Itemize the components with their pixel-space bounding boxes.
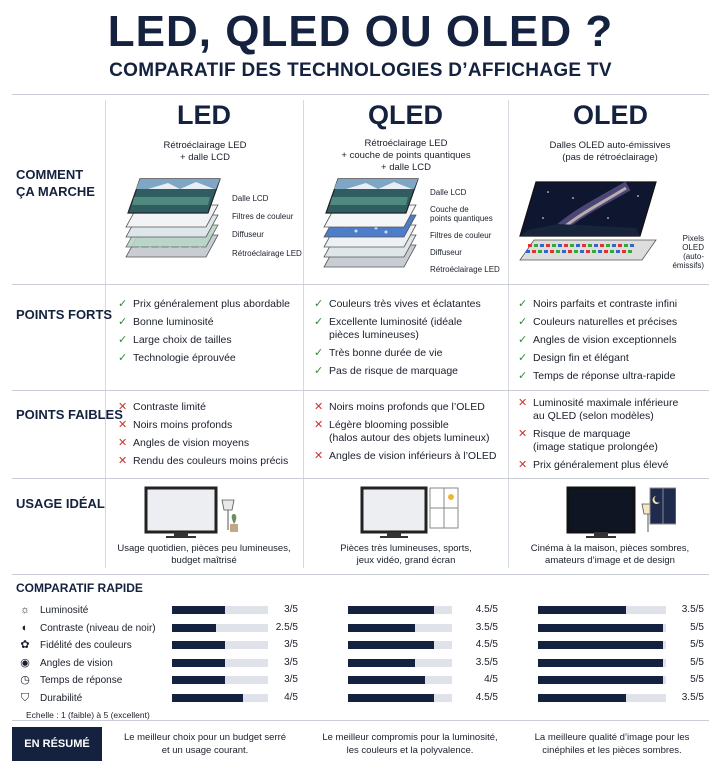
criterion-label: ⛉ Durabilité	[18, 691, 82, 705]
score-bar-fill	[348, 641, 434, 649]
score-value: 3/5	[284, 674, 298, 686]
column-head-qled: QLED	[367, 100, 443, 130]
list-item: ✕ Noirs moins profonds que l’OLED	[314, 401, 485, 413]
score-bar	[538, 659, 666, 667]
led-usage-illustration	[144, 486, 244, 540]
score-bar-fill	[538, 606, 626, 614]
score-bar-fill	[348, 624, 415, 632]
score-bar-fill	[172, 606, 225, 614]
contrast-icon: ◐	[21, 621, 29, 634]
divider	[508, 100, 509, 568]
check-icon: ✓	[518, 352, 528, 364]
score-value: 3.5/5	[681, 604, 704, 615]
check-icon: ✓	[118, 352, 128, 364]
column-head-led: LED	[177, 100, 231, 130]
check-icon: ✓	[118, 334, 128, 346]
score-value: 4/5	[284, 692, 298, 703]
criterion-label: ◉ Angles de vision	[18, 656, 113, 670]
list-item: ✕ Angles de vision moyens	[118, 437, 250, 449]
led-layer-label: Filtres de couleur	[232, 212, 294, 221]
eye-icon: ◉	[20, 656, 30, 669]
score-bar	[538, 624, 666, 632]
score-value: 3.5/5	[681, 692, 704, 703]
score-value: 5/5	[690, 639, 704, 651]
list-item: ✕ Prix généralement plus élevé	[518, 459, 669, 471]
oled-weaknesses-list	[518, 397, 713, 477]
check-icon: ✓	[118, 298, 128, 310]
list-item: ✓ Temps de réponse ultra-rapide	[518, 370, 676, 382]
cross-icon: ✕	[314, 419, 324, 431]
criterion-label: ◷ Temps de réponse	[18, 673, 122, 687]
list-item: ✕ Angles de vision inférieurs à l’OLED	[314, 450, 497, 462]
divider	[12, 574, 709, 575]
page-title: LED, QLED OU OLED ?	[107, 7, 614, 56]
check-icon: ✓	[314, 347, 324, 359]
check-icon: ✓	[518, 316, 528, 328]
cross-icon: ✕	[314, 401, 324, 413]
score-bar-fill	[172, 659, 225, 667]
criterion-label: ◐ Contraste (niveau de noir)	[18, 621, 156, 635]
score-bar-fill	[172, 641, 225, 649]
score-bar	[172, 624, 268, 632]
cross-icon: ✕	[518, 397, 528, 409]
divider	[12, 390, 709, 391]
oled-usage-caption: Cinéma à la maison, pièces sombres, amateurs d’image et de design	[530, 543, 690, 566]
divider	[12, 720, 709, 721]
score-bar	[348, 606, 452, 614]
score-bar	[538, 606, 666, 614]
list-item: ✓ Couleurs naturelles et précises	[518, 316, 678, 328]
oled-usage-illustration	[566, 486, 676, 540]
shield-icon: ⛉	[20, 692, 30, 704]
check-icon: ✓	[314, 365, 324, 377]
list-item: ✓ Large choix de tailles	[118, 334, 232, 346]
check-icon: ✓	[314, 316, 324, 328]
list-item: ✕ Rendu des couleurs moins précis	[118, 455, 289, 467]
divider	[12, 478, 709, 479]
row-label-strengths: POINTS FORTS	[16, 307, 113, 322]
score-bar-fill	[538, 694, 626, 702]
qled-layer-label: Couche de	[430, 205, 469, 214]
cross-icon: ✕	[118, 455, 128, 467]
score-value: 3/5	[284, 604, 298, 615]
cross-icon: ✕	[518, 459, 528, 471]
score-bar	[172, 641, 268, 649]
led-layer-stack-illustration	[118, 175, 228, 267]
list-item: ✓ Noirs parfaits et contraste infini	[518, 298, 678, 310]
score-bar	[172, 606, 268, 614]
score-value: 4/5	[484, 674, 498, 686]
score-bar-fill	[538, 624, 663, 632]
list-item: ✓ Couleurs très vives et éclatantes	[314, 298, 481, 310]
qled-weaknesses-list	[314, 401, 506, 468]
cross-icon: ✕	[118, 401, 128, 413]
list-item: ✓ Prix généralement plus abordable	[118, 298, 291, 310]
cross-icon: ✕	[118, 419, 128, 431]
led-strengths-list	[118, 298, 302, 370]
score-bar-fill	[348, 676, 425, 684]
divider	[303, 100, 304, 568]
list-item: ✕ Contraste limité	[118, 401, 206, 413]
qled-usage-illustration	[360, 486, 460, 540]
score-bar	[348, 641, 452, 649]
list-item: ✕ Luminosité maximale inférieure au QLED (selon modèles)	[518, 397, 679, 422]
cross-icon: ✕	[118, 437, 128, 449]
clock-icon: ◷	[20, 674, 30, 687]
score-bar-fill	[172, 676, 225, 684]
list-item: ✓ Angles de vision exceptionnels	[518, 334, 677, 346]
led-layer-label: Dalle LCD	[232, 194, 269, 203]
score-bar	[348, 624, 452, 632]
list-item: ✕ Noirs moins profonds	[118, 419, 233, 431]
divider	[105, 100, 106, 568]
qled-layer-label: Filtres de couleur	[430, 231, 492, 240]
list-item: ✓ Pas de risque de marquage	[314, 365, 458, 377]
oled-description: Dalles OLED auto-émissives (pas de rétroéclairage)	[549, 140, 671, 163]
score-bar-fill	[348, 659, 415, 667]
score-bar	[538, 641, 666, 649]
score-value: 4.5/5	[475, 639, 498, 651]
score-bar	[172, 694, 268, 702]
led-description: Rétroéclairage LED + dalle LCD	[163, 140, 247, 163]
list-item: ✕ Risque de marquage (image statique prolongée)	[518, 428, 658, 453]
row-label-how: COMMENT ÇA MARCHE	[16, 167, 95, 199]
check-icon: ✓	[314, 298, 324, 310]
row-label-weaknesses: POINTS FAIBLES	[16, 407, 123, 422]
score-bar	[538, 694, 666, 702]
score-bar	[348, 676, 452, 684]
score-bar	[538, 676, 666, 684]
qled-summary: Le meilleur compromis pour la luminosité, les couleurs et la polyvalence.	[322, 732, 498, 756]
score-bar	[348, 694, 452, 702]
led-layer-label: Rétroéclairage LED	[232, 249, 302, 258]
oled-summary: La meilleure qualité d’image pour les cinéphiles et les pièces sombres.	[534, 732, 690, 756]
score-value: 4.5/5	[475, 604, 498, 615]
list-item: ✓ Technologie éprouvée	[118, 352, 236, 364]
list-item: ✓ Bonne luminosité	[118, 316, 214, 328]
score-value: 3/5	[284, 639, 298, 651]
score-bar-fill	[348, 694, 434, 702]
qled-strengths-list	[314, 298, 506, 383]
list-item: ✓ Excellente luminosité (idéale pièces lumineuses)	[314, 316, 463, 341]
qled-layer-label: Rétroéclairage LED	[430, 265, 500, 274]
led-layer-label: Diffuseur	[232, 230, 264, 239]
row-label-usage: USAGE IDÉAL	[16, 496, 105, 511]
oled-layer-label: Pixels OLED (auto-émissifs)	[672, 234, 704, 270]
score-bar-fill	[538, 659, 663, 667]
score-value: 3.5/5	[475, 621, 498, 633]
score-bar	[172, 659, 268, 667]
score-bar-fill	[538, 641, 663, 649]
scale-note: Echelle : 1 (faible) à 5 (excellent)	[26, 710, 150, 720]
criterion-label: ☼ Luminosité	[19, 604, 89, 616]
score-value: 5/5	[690, 621, 704, 633]
score-value: 4.5/5	[475, 692, 498, 703]
criterion-label: ✿ Fidélité des couleurs	[18, 638, 132, 652]
score-value: 5/5	[690, 656, 704, 668]
score-bar-fill	[348, 606, 434, 614]
qled-layer-label: Diffuseur	[430, 248, 462, 257]
led-usage-caption: Usage quotidien, pièces peu lumineuses, budget maîtrisé	[117, 543, 291, 566]
check-icon: ✓	[518, 298, 528, 310]
led-weaknesses-list	[118, 401, 302, 473]
score-bar	[172, 676, 268, 684]
summary-badge: EN RÉSUMÉ	[12, 727, 102, 761]
oled-panel-illustration	[518, 178, 658, 264]
palette-icon: ✿	[20, 639, 30, 652]
score-bar-fill	[172, 624, 216, 632]
score-bar-fill	[172, 694, 243, 702]
page-subtitle: COMPARATIF DES TECHNOLOGIES D’AFFICHAGE TV	[109, 60, 612, 81]
score-bar-fill	[538, 676, 663, 684]
column-head-oled: OLED	[572, 100, 648, 130]
cross-icon: ✕	[314, 450, 324, 462]
divider	[12, 284, 709, 285]
cross-icon: ✕	[518, 428, 528, 440]
led-summary: Le meilleur choix pour un budget serré et un usage courant.	[123, 732, 287, 756]
list-item: ✕ Légère blooming possible (halos autour des objets lumineux)	[314, 419, 490, 444]
score-bar	[348, 659, 452, 667]
score-value: 2.5/5	[275, 621, 298, 633]
score-value: 3.5/5	[475, 656, 498, 668]
qled-usage-caption: Pièces très lumineuses, sports, jeux vidéo, grand écran	[340, 543, 472, 566]
qled-layer-stack-illustration	[316, 175, 426, 275]
score-value: 5/5	[690, 674, 704, 686]
qled-description: Rétroéclairage LED + couche de points quantiques + dalle LCD	[341, 138, 471, 173]
list-item: ✓ Design fin et élégant	[518, 352, 629, 364]
list-item: ✓ Très bonne durée de vie	[314, 347, 443, 359]
quick-comparison-title: COMPARATIF RAPIDE	[16, 581, 143, 595]
qled-layer-label: points quantiques	[430, 214, 493, 223]
check-icon: ✓	[518, 370, 528, 382]
oled-strengths-list	[518, 298, 713, 388]
check-icon: ✓	[518, 334, 528, 346]
score-value: 3/5	[284, 656, 298, 668]
sun-icon: ☼	[19, 604, 31, 616]
divider	[12, 94, 709, 95]
check-icon: ✓	[118, 316, 128, 328]
qled-layer-label: Dalle LCD	[430, 188, 467, 197]
